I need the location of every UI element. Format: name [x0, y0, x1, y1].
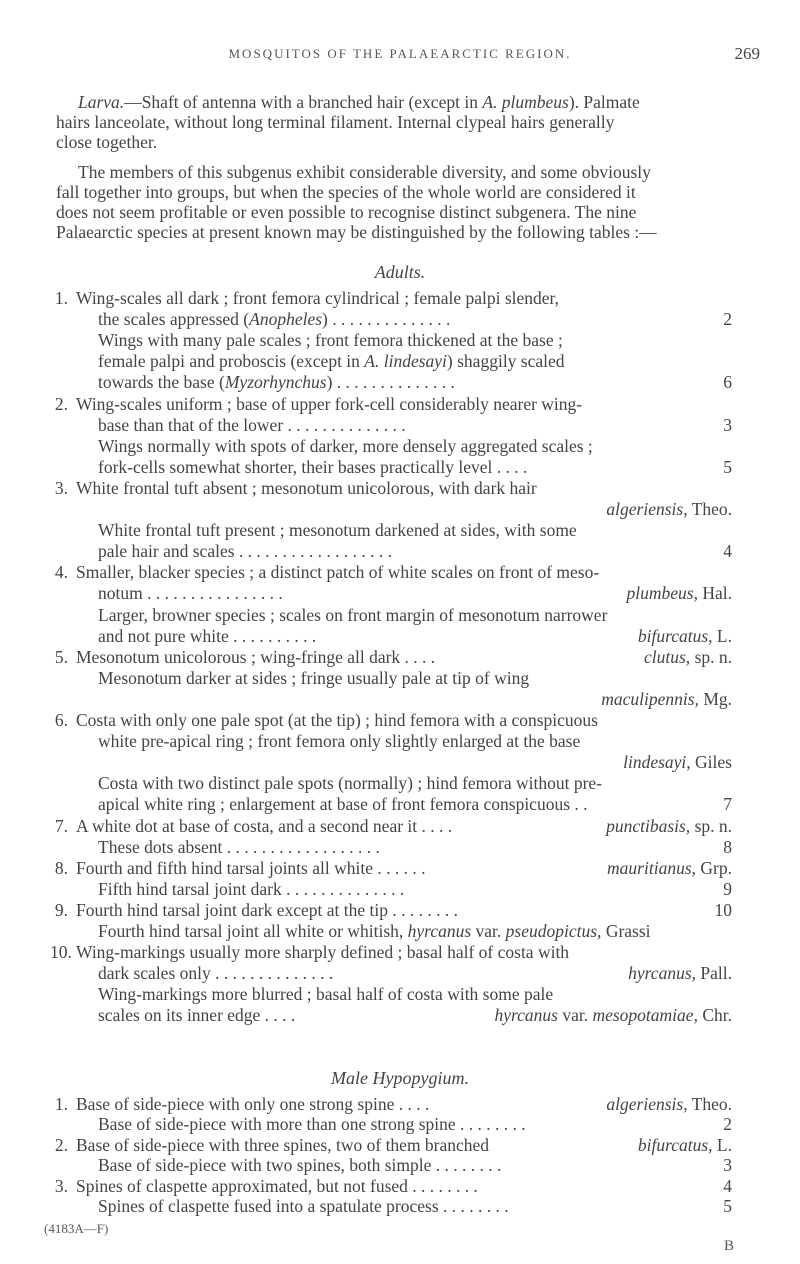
key-species	[627, 583, 732, 604]
species-name: algeriensis,	[606, 499, 688, 519]
key-italic: Myzorhynchus	[224, 372, 327, 393]
key-text-part: ) shaggily scaled	[446, 351, 565, 372]
key-text-part: Fourth and fifth hind tarsal joints all white . . . . . .	[76, 857, 426, 878]
adults-row	[0, 520, 800, 542]
adults-row	[0, 415, 800, 437]
adults-row	[0, 541, 800, 563]
key-text-part: dark scales only . . . . . . . . . . . . . .	[98, 963, 334, 984]
species-author: Mg.	[698, 688, 732, 709]
key-text-part: Wing-scales uniform ; base of upper fork-cell considerably nearer wing-	[76, 393, 583, 414]
key-lead-number: 7	[723, 794, 732, 815]
adults-row	[0, 309, 800, 331]
species-author: Theo.	[687, 1094, 732, 1114]
key-text	[76, 1094, 429, 1115]
key-number: 5.	[54, 646, 68, 667]
key-text	[76, 1135, 489, 1156]
key-text-part: Fourth hind tarsal joint all white or whitish,	[98, 921, 408, 941]
adults-row	[0, 372, 800, 394]
key-text-part: pale hair and scales . . . . . . . . . . . . . . . . . .	[98, 541, 393, 562]
key-text	[98, 879, 404, 900]
key-text-part: Base of side-piece with two spines, both simple . . . . . . . .	[98, 1155, 502, 1176]
para2-line-4: Palaearctic species at present known may be distinguished by the following tables :—	[56, 222, 657, 242]
adults-row	[0, 942, 800, 964]
species-name: punctibasis,	[606, 815, 691, 836]
key-number: 2.	[54, 393, 68, 414]
adults-row	[0, 837, 800, 859]
adults-row	[0, 562, 800, 584]
male-row	[0, 1176, 800, 1198]
key-text	[98, 837, 380, 858]
key-text-part: Spines of claspette fused into a spatulate process . . . . . . . .	[98, 1196, 509, 1216]
key-text-part: Smaller, blacker species ; a distinct patch of white scales on front of meso-	[76, 562, 600, 583]
species-name: lindesayi,	[623, 752, 691, 773]
key-text	[76, 816, 452, 837]
adults-row	[0, 963, 800, 985]
species-name: hyrcanus,	[628, 963, 697, 984]
key-text-part: Wing-markings usually more sharply defined ; basal half of costa with	[76, 942, 570, 963]
adults-heading: Adults.	[374, 262, 426, 282]
key-lead-number: 5	[723, 456, 732, 477]
key-text-part: A white dot at base of costa, and a second near it . . . .	[76, 815, 453, 836]
key-text	[98, 984, 553, 1005]
larva-line-3: close together.	[56, 132, 158, 152]
adults-row	[0, 689, 800, 711]
species-author: Grp.	[696, 857, 732, 878]
key-text	[98, 372, 455, 393]
adults-row	[0, 330, 800, 352]
key-text	[76, 394, 582, 415]
key-species	[606, 499, 732, 520]
key-text-part: Fourth hind tarsal joint dark except at the tip . . . . . . . .	[76, 899, 459, 920]
para2-line-3: does not seem profitable or even possible to recognise distinct subgenera. The nine	[56, 202, 637, 222]
key-species	[638, 626, 732, 647]
key-text	[76, 1176, 478, 1197]
larva-line-2: hairs lanceolate, without long terminal filament. Internal clypeal hairs generally	[56, 112, 615, 132]
key-text-part: Fifth hind tarsal joint dark . . . . . . . . . . . . . .	[98, 878, 405, 899]
key-text-part: female palpi and proboscis (except in	[98, 351, 365, 372]
key-text-part: apical white ring ; enlargement at base of front femora conspicuous . .	[98, 794, 588, 815]
adults-row	[0, 773, 800, 795]
key-text	[98, 583, 283, 604]
key-text	[98, 963, 333, 984]
key-text	[98, 605, 607, 626]
key-species	[638, 1135, 732, 1156]
key-text-part: Grassi	[601, 921, 651, 941]
key-species	[623, 752, 732, 773]
key-text-part: These dots absent . . . . . . . . . . . . . . . . . .	[98, 836, 380, 857]
species-name: bifurcatus,	[637, 1134, 713, 1155]
key-text-part: var.	[471, 921, 506, 941]
key-text-part: notum . . . . . . . . . . . . . . . .	[98, 583, 283, 604]
key-text-part: fork-cells somewhat shorter, their bases practically level . . . .	[98, 456, 528, 477]
key-number: 10.	[50, 942, 72, 963]
key-text-part: Costa with two distinct pale spots (normally) ; hind femora without pre-	[98, 773, 603, 794]
running-header	[40, 46, 760, 70]
species-name: maculipennis,	[601, 688, 699, 709]
key-text-part: towards the base (	[98, 372, 225, 393]
key-lead-number: 10	[714, 899, 732, 920]
adults-row	[0, 710, 800, 732]
species-author: L.	[712, 1134, 732, 1155]
adults-row	[0, 984, 800, 1006]
adults-row	[0, 436, 800, 458]
key-number: 7.	[54, 815, 68, 836]
key-text	[98, 668, 529, 689]
key-species	[606, 1094, 732, 1115]
key-lead-number: 3	[723, 414, 732, 435]
adults-row	[0, 921, 800, 943]
footer-signature: (4183A—F)	[44, 1221, 109, 1236]
key-text	[76, 478, 537, 499]
adults-row	[0, 794, 800, 816]
species-author: Giles	[690, 752, 732, 773]
key-text	[98, 794, 588, 815]
key-species	[628, 963, 732, 984]
key-species	[601, 689, 732, 710]
header-title: MOSQUITOS OF THE PALAEARCTIC REGION.	[228, 46, 572, 61]
adults-row	[0, 1005, 800, 1027]
key-text-part: Base of side-piece with more than one strong spine . . . . . . . .	[98, 1114, 526, 1135]
adults-row	[0, 499, 800, 521]
key-lead-number: 2	[723, 1114, 732, 1135]
key-text-part: Spines of claspette approximated, but not fused . . . . . . . .	[76, 1175, 478, 1196]
male-row	[0, 1196, 800, 1218]
key-text	[98, 330, 563, 351]
adults-row	[0, 731, 800, 753]
key-text-part: Costa with only one pale spot (at the tip) ; hind femora with a conspicuous	[76, 710, 598, 730]
adults-row	[0, 816, 800, 838]
key-lead-number: 3	[723, 1155, 732, 1176]
key-text-part: scales on its inner edge . . . .	[98, 1005, 296, 1026]
key-text	[98, 1155, 501, 1176]
key-text	[98, 415, 406, 436]
key-number: 8.	[54, 857, 68, 878]
adults-row	[0, 288, 800, 310]
key-text-part: White frontal tuft absent ; mesonotum unicolorous, with dark hair	[76, 477, 537, 498]
male-row	[0, 1155, 800, 1177]
adults-row	[0, 478, 800, 500]
larva-text-1: —Shaft of antenna with a branched hair (except in	[124, 92, 483, 112]
species-name: mesopotamiae,	[592, 1005, 698, 1026]
key-number: 3.	[54, 477, 68, 498]
adults-row	[0, 457, 800, 479]
key-number: 6.	[54, 710, 68, 730]
male-row	[0, 1114, 800, 1136]
adults-row	[0, 351, 800, 373]
male-heading: Male Hypopygium.	[331, 1068, 469, 1088]
adults-row	[0, 583, 800, 605]
key-text-part: the scales appressed (	[98, 309, 250, 330]
key-italic: Anopheles	[249, 309, 323, 330]
key-text-part: Wing-scales all dark ; front femora cylindrical ; female palpi slender,	[76, 288, 560, 308]
adults-row	[0, 626, 800, 648]
key-text-part: ) . . . . . . . . . . . . . .	[322, 309, 451, 330]
key-text	[98, 457, 527, 478]
key-text-part: Wings with many pale scales ; front femora thickened at the base ;	[98, 330, 563, 351]
key-text	[98, 921, 651, 942]
key-lead-number: 6	[723, 372, 732, 393]
key-text-part: Larger, browner species ; scales on front margin of mesonotum narrower	[98, 604, 608, 625]
key-number: 3.	[54, 1175, 68, 1196]
key-italic: hyrcanus	[407, 921, 472, 941]
adults-row	[0, 879, 800, 901]
key-text-part: Wings normally with spots of darker, more densely aggregated scales ;	[98, 435, 593, 456]
adults-row	[0, 394, 800, 416]
key-text-part: Wing-markings more blurred ; basal half of costa with some pale	[98, 984, 554, 1005]
key-number: 1.	[54, 288, 68, 308]
species-author: Chr.	[697, 1005, 732, 1026]
male-row	[0, 1094, 800, 1116]
key-lead-number: 9	[723, 878, 732, 899]
key-text	[76, 647, 435, 668]
species-name: plumbeus,	[626, 583, 698, 604]
adults-row	[0, 900, 800, 922]
species-name: algeriensis,	[606, 1094, 688, 1114]
key-text	[98, 626, 316, 647]
key-number: 9.	[54, 899, 68, 920]
species-author: sp. n.	[690, 815, 732, 836]
key-text-part: base than that of the lower . . . . . . . . . . . . . .	[98, 414, 406, 435]
adults-row	[0, 858, 800, 880]
key-species	[606, 816, 732, 837]
key-lead-number: 4	[723, 1175, 732, 1196]
key-text	[98, 773, 602, 794]
key-text-part: White frontal tuft present ; mesonotum darkened at sides, with some	[98, 520, 577, 541]
page-number: 269	[734, 44, 760, 63]
larva-species: A. plumbeus	[482, 92, 569, 112]
key-number: 1.	[54, 1094, 68, 1114]
para2-line-2: fall together into groups, but when the species of the whole world are considered it	[56, 182, 636, 202]
key-species	[644, 647, 732, 668]
key-text-part: ) . . . . . . . . . . . . . .	[326, 372, 455, 393]
key-text	[76, 942, 569, 963]
key-text	[98, 436, 593, 457]
key-text	[98, 1196, 509, 1217]
key-text	[98, 731, 580, 752]
larva-text-2: ). Palmate	[568, 92, 640, 112]
male-row	[0, 1135, 800, 1157]
species-name: clutus,	[644, 646, 691, 667]
key-text	[98, 1114, 526, 1135]
species-author: sp. n.	[690, 646, 732, 667]
species-author: Hal.	[697, 583, 732, 604]
key-text	[76, 288, 559, 309]
key-text	[76, 858, 425, 879]
key-text	[76, 900, 458, 921]
key-text	[98, 520, 577, 541]
species-author: L.	[712, 625, 732, 646]
key-text	[76, 562, 599, 583]
key-lead-number: 2	[723, 309, 732, 330]
adults-row	[0, 668, 800, 690]
footer-gathering-mark: B	[724, 1238, 735, 1254]
key-text-part: white pre-apical ring ; front femora only slightly enlarged at the base	[98, 731, 581, 752]
species-author: Pall.	[696, 963, 732, 984]
key-italic: A. lindesayi	[364, 351, 447, 372]
key-text-part: and not pure white . . . . . . . . . .	[98, 625, 317, 646]
species-author: Theo.	[687, 499, 732, 519]
key-text	[98, 541, 392, 562]
key-italic: pseudopictus,	[505, 921, 602, 941]
key-number: 4.	[54, 562, 68, 583]
key-text	[76, 710, 598, 731]
larva-label: Larva.	[78, 92, 125, 112]
species-name: bifurcatus,	[637, 625, 713, 646]
key-lead-number: 4	[723, 541, 732, 562]
key-text-part: Base of side-piece with only one strong spine . . . .	[76, 1094, 430, 1114]
adults-row	[0, 752, 800, 774]
species-author: var.	[557, 1005, 593, 1026]
adults-row	[0, 647, 800, 669]
key-text-part: Base of side-piece with three spines, two of them branched	[76, 1134, 490, 1155]
key-lead-number: 8	[723, 836, 732, 857]
key-lead-number: 5	[723, 1196, 732, 1216]
key-text	[98, 351, 565, 372]
key-text-part: Mesonotum unicolorous ; wing-fringe all dark . . . .	[76, 646, 436, 667]
para2-line-1: The members of this subgenus exhibit considerable diversity, and some obviously	[78, 162, 651, 182]
adults-row	[0, 605, 800, 627]
larva-line-1	[78, 92, 640, 112]
key-text	[98, 309, 450, 330]
species-name: hyrcanus	[494, 1005, 558, 1026]
key-text-part: Mesonotum darker at sides ; fringe usually pale at tip of wing	[98, 667, 530, 688]
key-number: 2.	[54, 1134, 68, 1155]
key-species	[494, 1005, 732, 1026]
species-name: mauritianus,	[607, 857, 697, 878]
key-text	[98, 1005, 295, 1026]
key-species	[607, 858, 732, 879]
